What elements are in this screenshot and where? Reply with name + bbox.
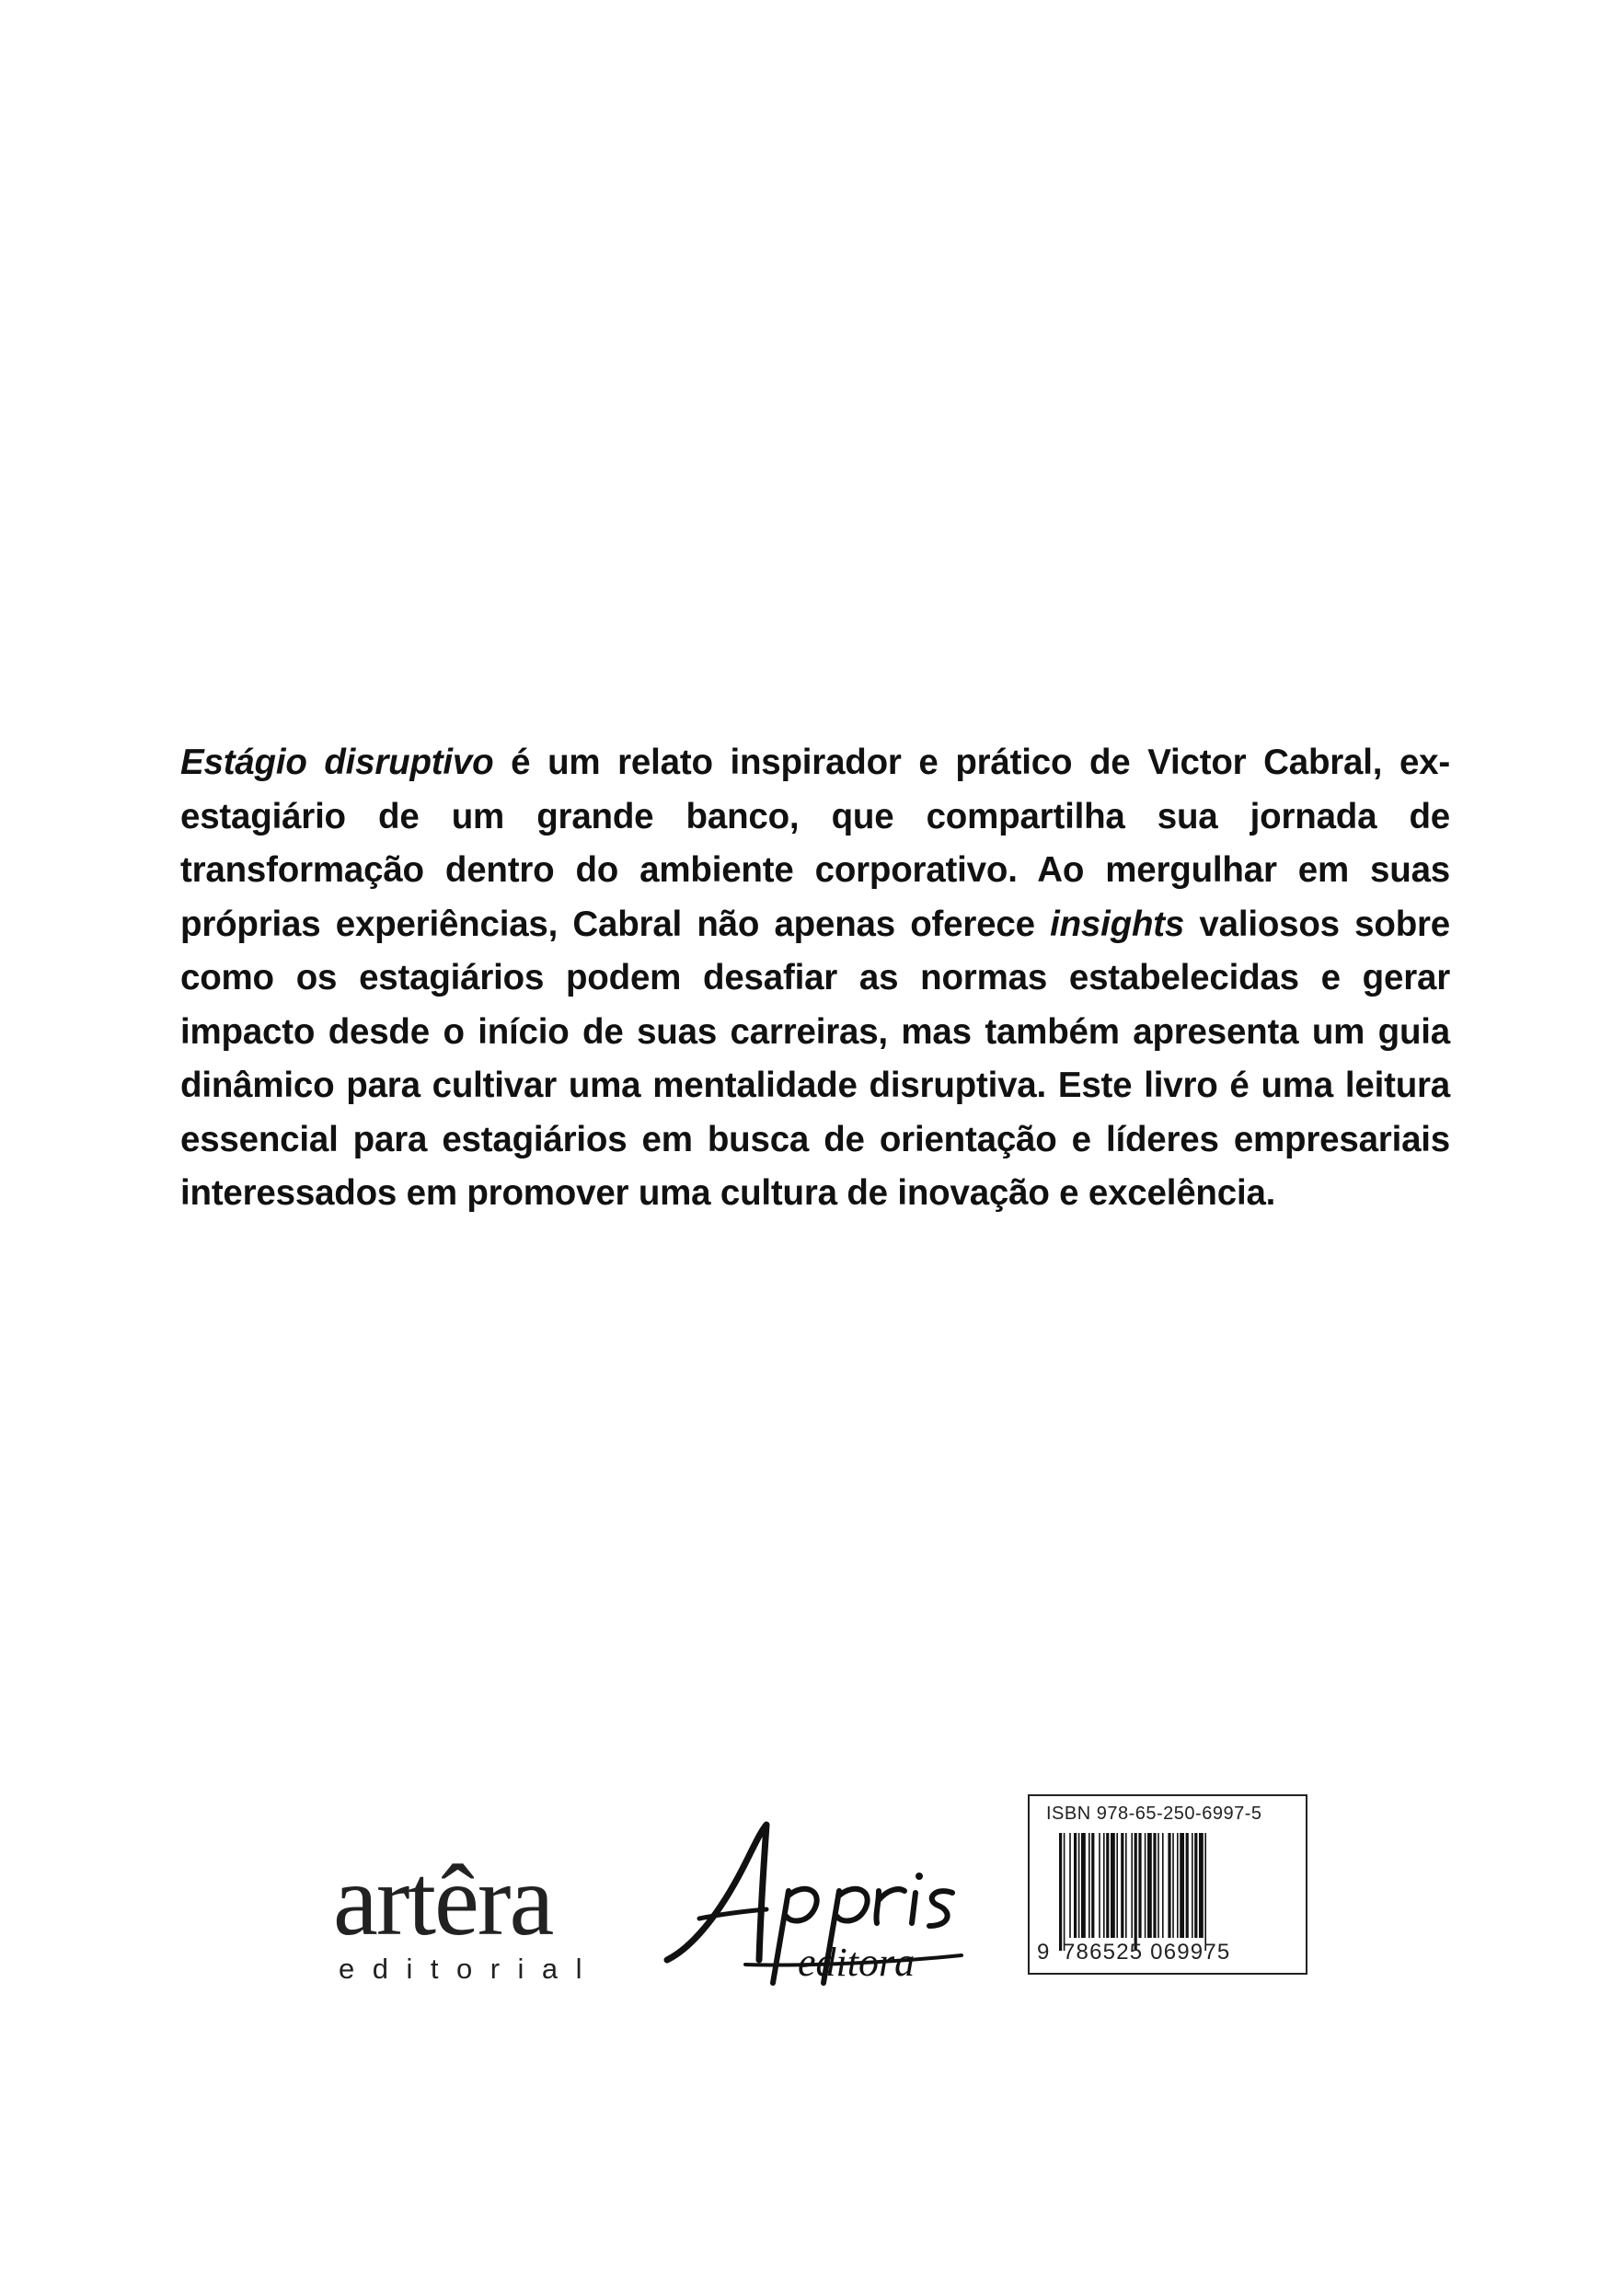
barcode-bar [1121,1833,1123,1938]
barcode-first-digit: 9 [1037,1940,1050,1965]
barcode-bar [1131,1833,1133,1938]
barcode-bar [1199,1833,1204,1938]
barcode-bar [1081,1833,1086,1938]
barcode-bar [1111,1833,1115,1938]
barcode-bar [1059,1833,1062,1951]
artera-logo-name: artêra [333,1844,553,1956]
appris-editora-logo [658,1808,971,1992]
barcode-bar [1138,1833,1141,1938]
barcode-bar [1194,1833,1197,1938]
blurb-text-part1: é um relato inspirador e prático de Victor Cabral, ex-estagiário de um grande banco, que compartilha sua jornada de transformação dentro do ambiente corporativo. Ao mergulhar em suas próprias experiências, Cabral não apenas oferece [180,743,1450,944]
barcode-bar [1088,1833,1090,1938]
barcode-bar [1106,1833,1109,1938]
barcode-bar [1204,1833,1206,1951]
barcode-bar [1168,1833,1170,1938]
barcode-bar [1134,1833,1137,1951]
book-title: Estágio disruptivo [180,743,494,782]
barcode-bar [1091,1833,1094,1938]
barcode-bar [1099,1833,1100,1938]
barcode-bar [1186,1833,1189,1938]
appris-logo-subtitle: editora [798,1940,916,1985]
isbn-label: ISBN 978-65-250-6997-5 [1046,1804,1262,1824]
barcode-bar [1145,1833,1146,1938]
barcode-bar [1172,1833,1174,1938]
isbn-barcode-box [1028,1794,1307,1975]
barcode-bar [1125,1833,1127,1938]
barcode-digits: 786525 069975 [1063,1940,1231,1965]
artera-editorial-logo [333,1844,609,1988]
barcode-bar [1192,1833,1193,1938]
barcode-graphic [1059,1833,1289,1951]
blurb-insights-word: insights [1050,904,1185,944]
barcode-bar [1103,1833,1105,1938]
barcode-bar [1162,1833,1164,1938]
barcode-bar [1153,1833,1156,1938]
barcode-bar [1158,1833,1159,1938]
barcode-bar [1078,1833,1080,1938]
barcode-bar [1116,1833,1118,1938]
blurb-text-part2: valiosos sobre como os estagiários podem desafiar as normas estabelecidas e gerar impacto desde o início de suas carreiras, mas também apresenta um guia dinâmico para cultivar uma mentalidade disruptiva. Este livro é uma leitura essencial para estagiários em busca de orientação e líderes empresariais interessados em promover uma cultura de inovação e excelência. [180,904,1451,1213]
barcode-bar [1064,1833,1065,1951]
barcode-bar [1147,1833,1152,1938]
back-cover-blurb [180,736,1450,1221]
barcode-bar [1069,1833,1071,1938]
barcode-bar [1177,1833,1179,1938]
barcode-bar [1074,1833,1077,1938]
artera-logo-subtitle: editorial [339,1953,601,1985]
barcode-bar [1180,1833,1184,1938]
